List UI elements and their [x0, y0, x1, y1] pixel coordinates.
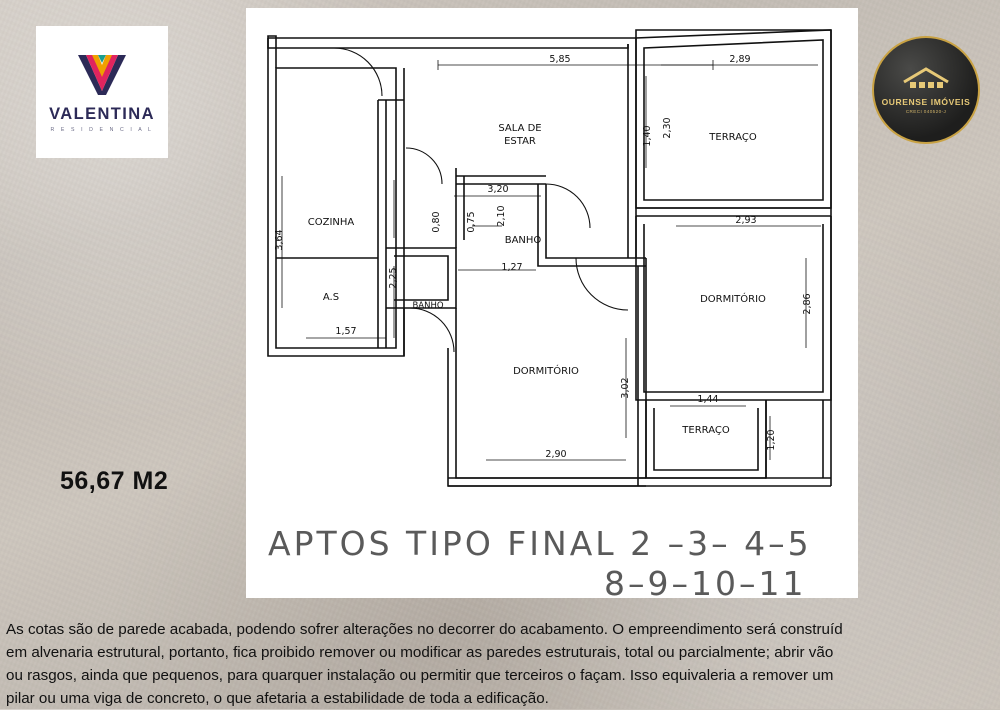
area-label: 56,67 M2 — [60, 467, 169, 495]
dim-banho-width: 1,27 — [501, 262, 523, 273]
dim-dorm-bottom-width: 2,90 — [545, 449, 567, 460]
room-label-terraco-top: TERRAÇO — [709, 132, 757, 143]
plan-title-line-1: APTOS TIPO FINAL 2 –3– 4–5 — [268, 524, 812, 563]
dim-cozinha-inner: 0,80 — [431, 211, 442, 233]
dim-dorm-right-width: 2,93 — [735, 215, 757, 226]
dim-terraco-bottom-height: 1,20 — [766, 429, 777, 451]
dim-banho-small-2: 2,10 — [496, 205, 507, 227]
house-roof-icon — [900, 66, 952, 94]
room-label-terraco-bottom: TERRAÇO — [682, 425, 730, 436]
dim-dorm-bottom-height: 3,02 — [620, 377, 631, 399]
floor-plan-sheet — [246, 8, 858, 598]
dim-dorm-right-height: 2,86 — [802, 293, 813, 315]
disclaimer-text — [0, 618, 1000, 709]
dim-banho-small: 0,75 — [466, 211, 477, 233]
room-label-dormitorio-bottom: DORMITÓRIO — [513, 366, 579, 377]
room-label-sala-2: ESTAR — [504, 136, 536, 147]
dim-as-height: 2,25 — [388, 267, 399, 289]
dim-terraco-bottom-width: 1,44 — [697, 394, 719, 405]
valentina-logo-subtitle: R E S I D E N C I A L — [50, 127, 154, 133]
disclaimer-line-1: As cotas são de parede acabada, podendo sofrer alterações no decorrer do acabamento. O empreendimento será construíd — [6, 621, 843, 638]
dim-sala-inner-width: 3,20 — [487, 184, 509, 195]
disclaimer-line-3: ou rasgos, ainda que pequenos, para quarquer instalação ou permitir que terceiros o façam. Isso equivaleria a remover um — [6, 667, 834, 685]
plan-title-line-2: 8–9–10–11 — [604, 564, 807, 598]
valentina-logo-name: VALENTINA — [49, 105, 155, 123]
room-label-banho-2: BANHO — [412, 301, 444, 311]
room-label-as: A.S — [322, 292, 340, 303]
disclaimer-line-2: em alvenaria estrutural, portanto, fica proibido remover ou modificar as paredes estruturais, total ou parcialmente; abrir vão — [6, 644, 834, 662]
valentina-v-logo-icon — [72, 51, 132, 97]
room-label-banho-1: BANHO — [504, 235, 542, 246]
dim-terraco-top-height: 2,30 — [662, 117, 673, 139]
dim-cozinha-height: 3,64 — [274, 229, 285, 251]
ourense-logo-subtitle: CRECI 040520-J — [905, 109, 947, 114]
valentina-logo — [36, 26, 168, 158]
dim-small-1: 1,40 — [642, 125, 653, 147]
room-label-dormitorio-right: DORMITÓRIO — [700, 294, 766, 305]
dim-terraco-top-width: 2,89 — [729, 54, 751, 65]
disclaimer-line-4: pilar ou uma viga de concreto, o que afetaria a estabilidade de toda a edificação. — [6, 690, 549, 708]
room-label-cozinha: COZINHA — [307, 217, 355, 228]
ourense-logo-name: OURENSE IMÓVEIS — [881, 97, 971, 107]
room-label-sala-1: SALA DE — [498, 123, 542, 134]
dim-as-width: 1,57 — [335, 326, 357, 337]
ourense-imoveis-logo — [872, 36, 980, 144]
dim-sala-width: 5,85 — [549, 54, 571, 65]
